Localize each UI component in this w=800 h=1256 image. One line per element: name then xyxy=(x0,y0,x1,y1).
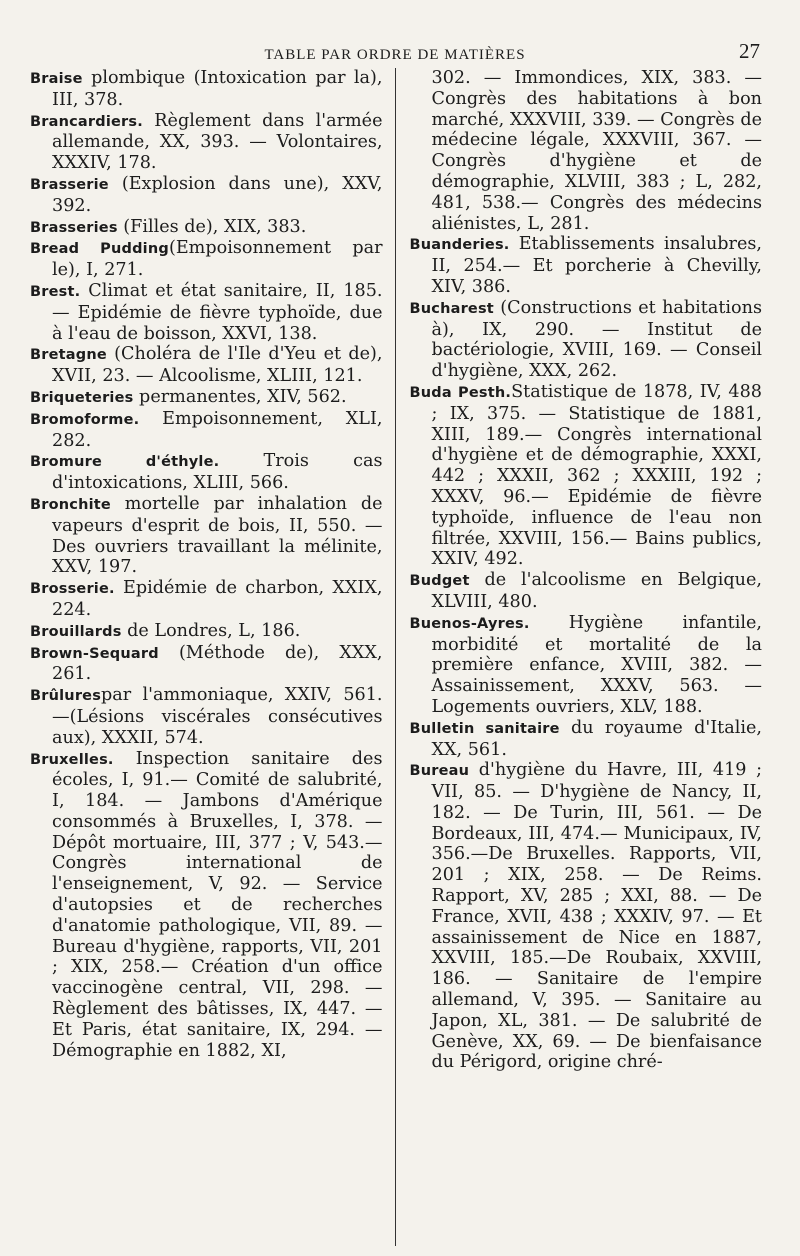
index-entry xyxy=(30,174,383,217)
entry-text: du royaume d'Italie, XX, 561. xyxy=(431,717,762,760)
entry-text: mortelle par inhalation de vapeurs d'esprit de bois, II, 550. — Des ouvriers travaillant la mélinite, XXV, 197. xyxy=(52,493,383,578)
entry-text: (Empoisonnement par le), I, 271. xyxy=(52,238,383,281)
entry-headword: Brown-Sequard xyxy=(30,645,159,662)
entry-text: (Filles de), XIX, 383. xyxy=(117,216,307,237)
entry-text: (Constructions et habitations à), IX, 290. — Institut de bactériologie, XVIII, 169. — Conseil d'hygiène, XXX, 262. xyxy=(431,297,762,382)
entry-headword: Bucharest xyxy=(409,300,494,317)
index-entry xyxy=(410,68,763,234)
entry-text: Epidémie de charbon, XXIX, 224. xyxy=(52,578,383,620)
entry-text: plombique (Intoxication par la), III, 378. xyxy=(52,68,383,110)
entry-headword: Bretagne xyxy=(30,347,107,364)
entry-headword: Brûlures xyxy=(30,688,102,705)
entry-headword: Bulletin sanitaire xyxy=(409,720,560,737)
entry-headword: Bromoforme. xyxy=(30,411,140,428)
entry-headword: Buda Pesth. xyxy=(409,384,512,401)
index-entry xyxy=(30,451,383,494)
entry-headword: Bureau xyxy=(409,763,470,780)
entry-text: permanentes, XIV, 562. xyxy=(133,386,347,407)
entry-headword: Brasseries xyxy=(30,219,118,236)
index-entry xyxy=(30,281,383,344)
index-entry xyxy=(30,68,383,111)
entry-headword: Buenos-Ayres. xyxy=(409,615,530,632)
entry-headword: Brancardiers. xyxy=(30,113,143,130)
left-column xyxy=(30,68,396,1246)
entry-text: (Méthode de), XXX, 261. xyxy=(52,642,383,685)
entry-text: (Explosion dans une), XXV, 392. xyxy=(52,173,383,216)
entry-headword: Briqueteries xyxy=(30,389,134,406)
index-entry xyxy=(410,570,763,613)
entry-text: de Londres, L, 186. xyxy=(121,620,301,641)
index-entry xyxy=(30,494,383,578)
index-entry xyxy=(30,387,383,409)
index-entry xyxy=(30,685,383,748)
index-entry xyxy=(30,217,383,239)
entry-text: Climat et état sanitaire, II, 185. — Epidémie de fièvre typhoïde, due à l'eau de boisson, XXVI, 138. xyxy=(52,280,383,344)
index-entry xyxy=(410,760,763,1073)
entry-headword: Bruxelles. xyxy=(30,751,114,768)
entry-text: Statistique de 1878, IV, 488 ; IX, 375. — Statistique de 1881, XIII, 189.— Congrès international d'hygiène et de démographie, XXXI, 442 ; XXXII, 362 ; XXXIII, 192 ; XXXV, 96.— Epidémie de fièvre typhoïde, influence de l'eau non filtrée, XXVIII, 156.— Bains publics, XXIV, 492. xyxy=(431,381,762,570)
running-title: TABLE PAR ORDRE DE MATIÈRES xyxy=(264,47,526,63)
entry-text: par l'ammoniaque, XXIV, 561.—(Lésions viscérales consécutives aux), XXXII, 574. xyxy=(52,685,383,748)
index-entry xyxy=(410,298,763,382)
index-entry xyxy=(410,234,763,297)
entry-text: (Choléra de l'Ile d'Yeu et de), XVII, 23. — Alcoolisme, XLIII, 121. xyxy=(52,344,383,387)
index-entry xyxy=(30,621,383,643)
entry-headword: Buanderies. xyxy=(409,237,510,254)
entry-headword: Brosserie. xyxy=(30,581,115,598)
entry-headword: Braise xyxy=(30,71,83,87)
index-entry xyxy=(410,613,763,718)
entry-text: de l'alcoolisme en Belgique, XLVIII, 480. xyxy=(431,570,762,612)
entry-text: Règlement dans l'armée allemande, XX, 393. — Volontaires, XXXIV, 178. xyxy=(52,110,383,174)
entry-text: 302. — Immondices, XIX, 383. — Congrès des habitations à bon marché, XXXVIII, 339. — Congrès de médecine légale, XXXVIII, 367. — Congrès d'hygiène et de démographie, XLVIII, 383 ; L, 282, 481, 538.— Congrès des médecins aliénistes, L, 281. xyxy=(431,68,762,234)
index-entry xyxy=(30,238,383,281)
index-entry xyxy=(30,578,383,621)
index-entry xyxy=(30,409,383,452)
entry-text: Inspection sanitaire des écoles, I, 91.— Comité de salubrité, I, 184. — Jambons d'Amérique consommés à Bruxelles, I, 378. — Dépôt mortuaire, III, 377 ; V, 543.—Congrès international de l'enseignement, V, 92. — Service d'autopsies et de recherches d'anatomie pathologique, VII, 89. — Bureau d'hygiène, rapports, VII, 201 ; XIX, 258.— Création d'un office vaccinogène central, VII, 298. — Règlement des bâtisses, IX, 447. — Et Paris, état sanitaire, IX, 294. — Démographie en 1882, XI, xyxy=(52,748,383,1061)
index-entry xyxy=(30,111,383,174)
entry-text: d'hygiène du Havre, III, 419 ; VII, 85. — D'hygiène de Nancy, II, 182. — De Turin, III, 561. — De Bordeaux, III, 474.— Municipaux, IV, 356.—De Bruxelles. Rapports, VII, 201 ; XIX, 258. — De Reims. Rapport, XV, 285 ; XXI, 88. — De France, XVII, 438 ; XXXIV, 97. — Et assainissement de Nice en 1887, XXVIII, 185.—De Roubaix, XXVIII, 186. — Sanitaire de l'empire allemand, V, 395. — Sanitaire au Japon, XL, 381. — De salubrité de Genève, XX, 69. — De bienfaisance du Périgord, origine chré- xyxy=(431,760,762,1073)
entry-text: Empoisonnement, XLI, 282. xyxy=(52,408,383,451)
entry-headword: Bromure d'éthyle. xyxy=(30,454,220,471)
index-entry xyxy=(30,344,383,387)
index-entry xyxy=(30,749,383,1062)
entry-headword: Brouillards xyxy=(30,623,122,640)
index-entry xyxy=(30,643,383,686)
page-number: 27 xyxy=(739,39,760,63)
index-columns xyxy=(30,68,762,1246)
right-column xyxy=(396,68,763,1246)
entry-headword: Budget xyxy=(409,573,470,590)
page-header xyxy=(30,30,760,64)
entry-text: Trois cas d'intoxications, XLIII, 566. xyxy=(52,451,383,494)
entry-headword: Brasserie xyxy=(30,176,109,193)
index-entry xyxy=(410,718,763,761)
index-entry xyxy=(410,382,763,570)
entry-text: Hygiène infantile, morbidité et mortalité de la première enfance, XVIII, 382. — Assainissement, XXXV, 563. —Logements ouvriers, XLV, 188. xyxy=(431,612,762,717)
entry-headword: Bread Pudding xyxy=(30,241,169,258)
entry-headword: Brest. xyxy=(30,283,81,300)
entry-text: Etablissements insalubres, II, 254.— Et porcherie à Chevilly, XIV, 386. xyxy=(431,234,762,297)
entry-headword: Bronchite xyxy=(30,496,111,513)
